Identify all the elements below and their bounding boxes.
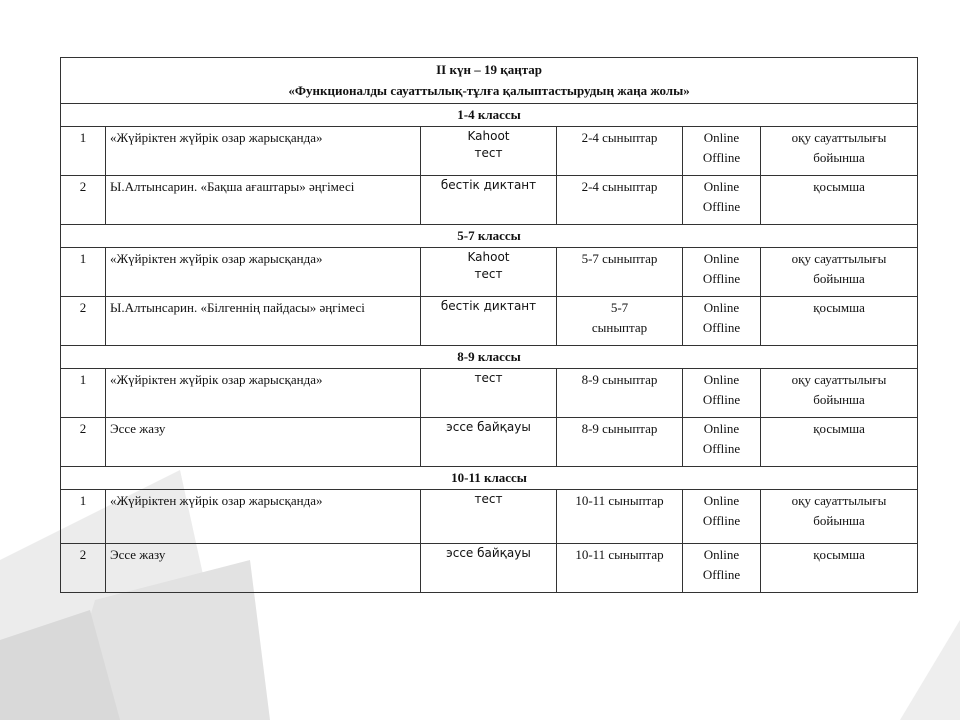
format-cell-line: Offline xyxy=(702,513,741,528)
method-cell-line: бестік диктант xyxy=(440,299,537,313)
title-row xyxy=(61,58,918,104)
format-cell-line: Online xyxy=(703,547,740,562)
format-cell-line: Online xyxy=(703,421,740,436)
section-label: 10-11 классы xyxy=(61,467,918,490)
row-number: 1 xyxy=(61,490,106,544)
row-number: 2 xyxy=(61,544,106,593)
method-cell-line: тест xyxy=(474,371,503,385)
format-cell-line: Offline xyxy=(702,441,741,456)
note-cell xyxy=(761,418,918,467)
row-number: 2 xyxy=(61,418,106,467)
format-cell-line: Online xyxy=(703,300,740,315)
note-cell xyxy=(761,176,918,225)
format-cell xyxy=(683,490,761,544)
section-row xyxy=(61,346,918,369)
grades-cell xyxy=(557,127,683,176)
note-cell xyxy=(761,544,918,593)
row-number: 1 xyxy=(61,248,106,297)
section-label: 8-9 классы xyxy=(61,346,918,369)
note-cell xyxy=(761,490,918,544)
row-number: 1 xyxy=(61,127,106,176)
row-number: 1 xyxy=(61,369,106,418)
note-cell-line: оқу сауаттылығы xyxy=(791,493,887,508)
table-row xyxy=(61,490,918,544)
grades-cell xyxy=(557,544,683,593)
title-line-1: II күн – 19 қаңтар xyxy=(436,62,542,77)
schedule-table xyxy=(60,57,918,593)
grades-cell-line: 10-11 сыныптар xyxy=(575,547,664,562)
format-cell-line: Offline xyxy=(702,320,741,335)
activity-cell: Эссе жазу xyxy=(106,544,421,593)
activity-cell: Ы.Алтынсарин. «Бақша ағаштары» әңгімесі xyxy=(106,176,421,225)
grades-cell-line: 2-4 сыныптар xyxy=(581,130,658,145)
method-cell-line: Kahoot xyxy=(467,250,510,264)
activity-cell: «Жүйріктен жүйрік озар жарысқанда» xyxy=(106,248,421,297)
activity-cell: «Жүйріктен жүйрік озар жарысқанда» xyxy=(106,490,421,544)
method-cell-line: Kahoot xyxy=(467,129,510,143)
table-row xyxy=(61,369,918,418)
section-label: 1-4 классы xyxy=(61,104,918,127)
note-cell-line: бойынша xyxy=(813,271,865,286)
section-label: 5-7 классы xyxy=(61,225,918,248)
grades-cell-line: 2-4 сыныптар xyxy=(581,179,658,194)
note-cell-line: оқу сауаттылығы xyxy=(791,251,887,266)
format-cell-line: Offline xyxy=(702,567,741,582)
table-row xyxy=(61,544,918,593)
note-cell-line: бойынша xyxy=(813,392,865,407)
format-cell xyxy=(683,369,761,418)
grades-cell xyxy=(557,369,683,418)
grades-cell xyxy=(557,490,683,544)
grades-cell-line: 10-11 сыныптар xyxy=(575,493,664,508)
note-cell-line: бойынша xyxy=(813,150,865,165)
table-row xyxy=(61,418,918,467)
format-cell-line: Offline xyxy=(702,392,741,407)
format-cell-line: Online xyxy=(703,179,740,194)
format-cell xyxy=(683,248,761,297)
method-cell-line: тест xyxy=(474,146,503,160)
grades-cell-line: 8-9 сыныптар xyxy=(581,372,658,387)
format-cell xyxy=(683,127,761,176)
row-number: 2 xyxy=(61,297,106,346)
format-cell xyxy=(683,544,761,593)
decor-shape-right xyxy=(900,620,960,720)
method-cell-line: эссе байқауы xyxy=(446,546,531,560)
title-line-2: «Функционалды сауаттылық-тұлға қалыптастырудың жаңа жолы» xyxy=(288,83,690,98)
note-cell xyxy=(761,369,918,418)
format-cell xyxy=(683,176,761,225)
note-cell-line: бойынша xyxy=(813,513,865,528)
method-cell-line: бестік диктант xyxy=(440,178,537,192)
note-cell xyxy=(761,127,918,176)
note-cell-line: оқу сауаттылығы xyxy=(791,372,887,387)
format-cell-line: Online xyxy=(703,493,740,508)
method-cell xyxy=(421,544,557,593)
grades-cell xyxy=(557,297,683,346)
table-row xyxy=(61,297,918,346)
method-cell xyxy=(421,490,557,544)
format-cell-line: Online xyxy=(703,372,740,387)
note-cell-line: қосымша xyxy=(813,179,865,194)
method-cell-line: тест xyxy=(474,267,503,281)
note-cell xyxy=(761,248,918,297)
grades-cell-line: 8-9 сыныптар xyxy=(581,421,658,436)
note-cell-line: қосымша xyxy=(813,547,865,562)
activity-cell: «Жүйріктен жүйрік озар жарысқанда» xyxy=(106,127,421,176)
method-cell xyxy=(421,418,557,467)
section-row xyxy=(61,225,918,248)
activity-cell: «Жүйріктен жүйрік озар жарысқанда» xyxy=(106,369,421,418)
section-row xyxy=(61,104,918,127)
note-cell xyxy=(761,297,918,346)
format-cell-line: Offline xyxy=(702,271,741,286)
table-title xyxy=(61,58,918,104)
method-cell xyxy=(421,248,557,297)
section-row xyxy=(61,467,918,490)
method-cell xyxy=(421,369,557,418)
grades-cell xyxy=(557,248,683,297)
format-cell-line: Offline xyxy=(702,199,741,214)
table-row xyxy=(61,248,918,297)
note-cell-line: қосымша xyxy=(813,300,865,315)
activity-cell: Эссе жазу xyxy=(106,418,421,467)
method-cell xyxy=(421,297,557,346)
grades-cell xyxy=(557,176,683,225)
format-cell-line: Online xyxy=(703,251,740,266)
format-cell-line: Online xyxy=(703,130,740,145)
format-cell-line: Offline xyxy=(702,150,741,165)
method-cell-line: тест xyxy=(474,492,503,506)
format-cell xyxy=(683,297,761,346)
note-cell-line: оқу сауаттылығы xyxy=(791,130,887,145)
grades-cell-line: сыныптар xyxy=(591,320,648,335)
table-row xyxy=(61,127,918,176)
method-cell-line: эссе байқауы xyxy=(446,420,531,434)
grades-cell-line: 5-7 сыныптар xyxy=(581,251,658,266)
table-row xyxy=(61,176,918,225)
note-cell-line: қосымша xyxy=(813,421,865,436)
activity-cell: Ы.Алтынсарин. «Білгеннің пайдасы» әңгімесі xyxy=(106,297,421,346)
grades-cell-line: 5-7 xyxy=(610,300,629,315)
row-number: 2 xyxy=(61,176,106,225)
method-cell xyxy=(421,127,557,176)
format-cell xyxy=(683,418,761,467)
method-cell xyxy=(421,176,557,225)
grades-cell xyxy=(557,418,683,467)
